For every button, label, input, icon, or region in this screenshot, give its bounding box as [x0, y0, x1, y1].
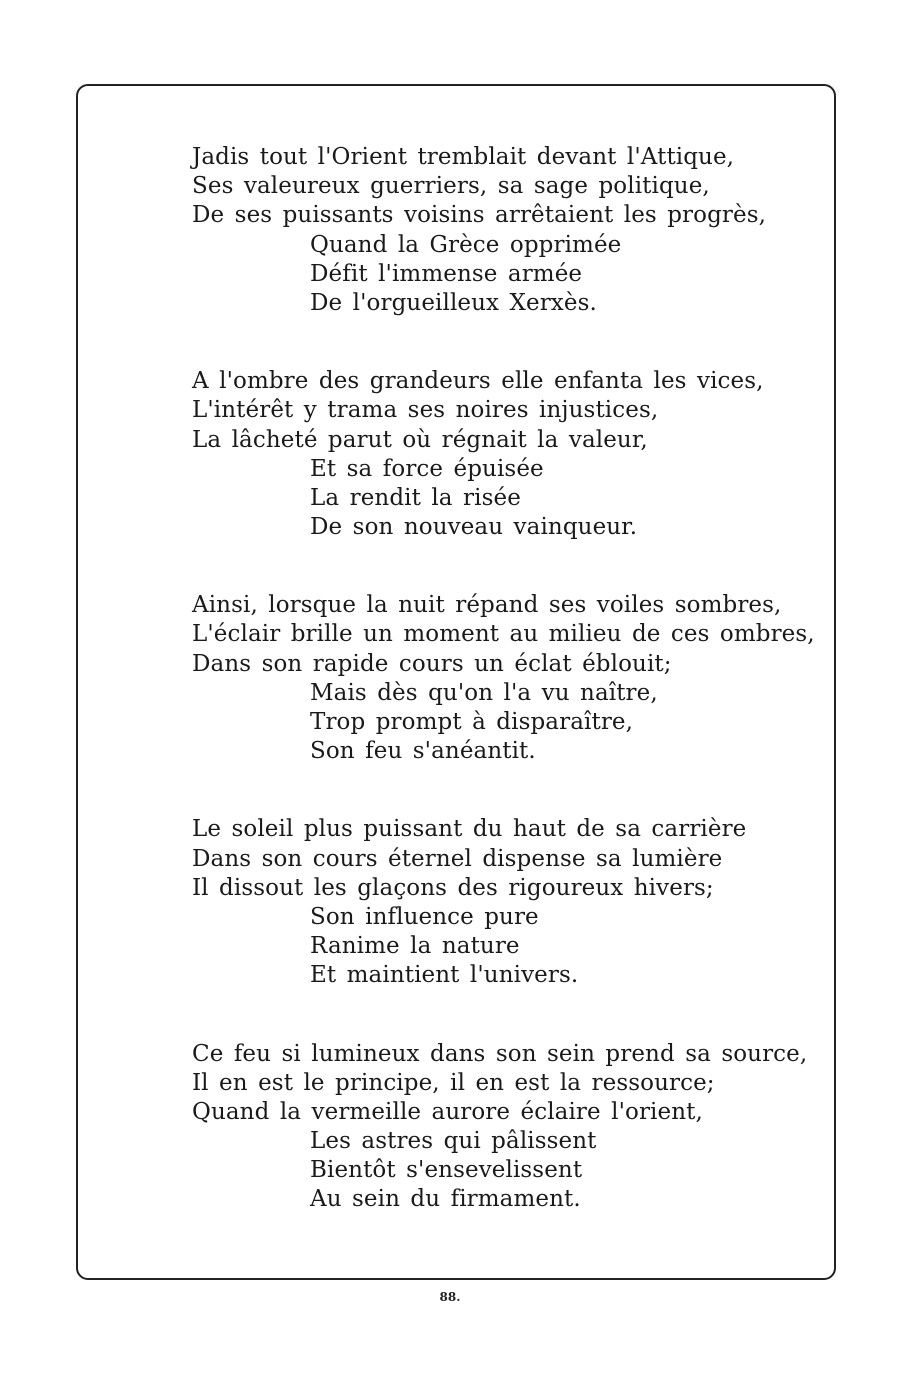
stanza-4 [192, 815, 792, 990]
poem-line: L'intérêt y trama ses noires injustices, [192, 397, 659, 424]
poem-line-indented: Mais dès qu'on l'a vu naître, [310, 679, 658, 706]
poem-line-indented: Au sein du firmament. [310, 1186, 581, 1213]
poem-line: L'éclair brille un moment au milieu de ces ombres, [192, 621, 815, 648]
poem-line-indented: Et maintient l'univers. [310, 962, 579, 989]
stanza-3 [192, 591, 815, 766]
poem-line: Quand la vermeille aurore éclaire l'orient, [192, 1098, 703, 1125]
poem-line-indented: De l'orgueilleux Xerxès. [310, 289, 597, 316]
poem-line: Il en est le principe, il en est la ressource; [192, 1069, 715, 1096]
poem-line-indented: Son influence pure [310, 903, 539, 930]
poem-line: La lâcheté parut où régnait la valeur, [192, 426, 648, 453]
poem-line-indented: Son feu s'anéantit. [310, 738, 536, 765]
poem-line-indented: Quand la Grèce opprimée [310, 231, 622, 258]
poem-line-indented: Bientôt s'ensevelissent [310, 1157, 583, 1184]
poem-line: A l'ombre des grandeurs elle enfanta les vices, [192, 368, 764, 395]
poem-line-indented: De son nouveau vainqueur. [310, 514, 638, 541]
poem-line: Dans son cours éternel dispense sa lumière [192, 845, 723, 872]
poem-line-indented: Les astres qui pâlissent [310, 1128, 597, 1155]
poem-line: Ce feu si lumineux dans son sein prend sa source, [192, 1040, 808, 1067]
poem-line-indented: Défit l'immense armée [310, 260, 583, 287]
poem-line: Ainsi, lorsque la nuit répand ses voiles sombres, [192, 592, 782, 619]
poem-line: Le soleil plus puissant du haut de sa carrière [192, 816, 747, 843]
stanza-5 [192, 1040, 808, 1215]
poem-line-indented: Et sa force épuisée [310, 455, 544, 482]
poem-line: Jadis tout l'Orient tremblait devant l'Attique, [192, 144, 735, 170]
poem-line: Dans son rapide cours un éclat éblouit; [192, 650, 672, 677]
poem-line-indented: Trop prompt à disparaître, [310, 709, 634, 735]
stanza-2 [192, 367, 792, 542]
poem-line: Ses valeureux guerriers, sa sage politique, [192, 173, 710, 200]
page-number: 88. [439, 1290, 461, 1304]
poem-line: Il dissout les glaçons des rigoureux hivers; [192, 874, 714, 901]
poem-line: De ses puissants voisins arrêtaient les progrès, [192, 202, 767, 229]
poem [192, 143, 815, 1215]
stanza-1 [192, 143, 792, 318]
poem-line-indented: La rendit la risée [310, 484, 521, 511]
poem-line-indented: Ranime la nature [310, 933, 520, 960]
